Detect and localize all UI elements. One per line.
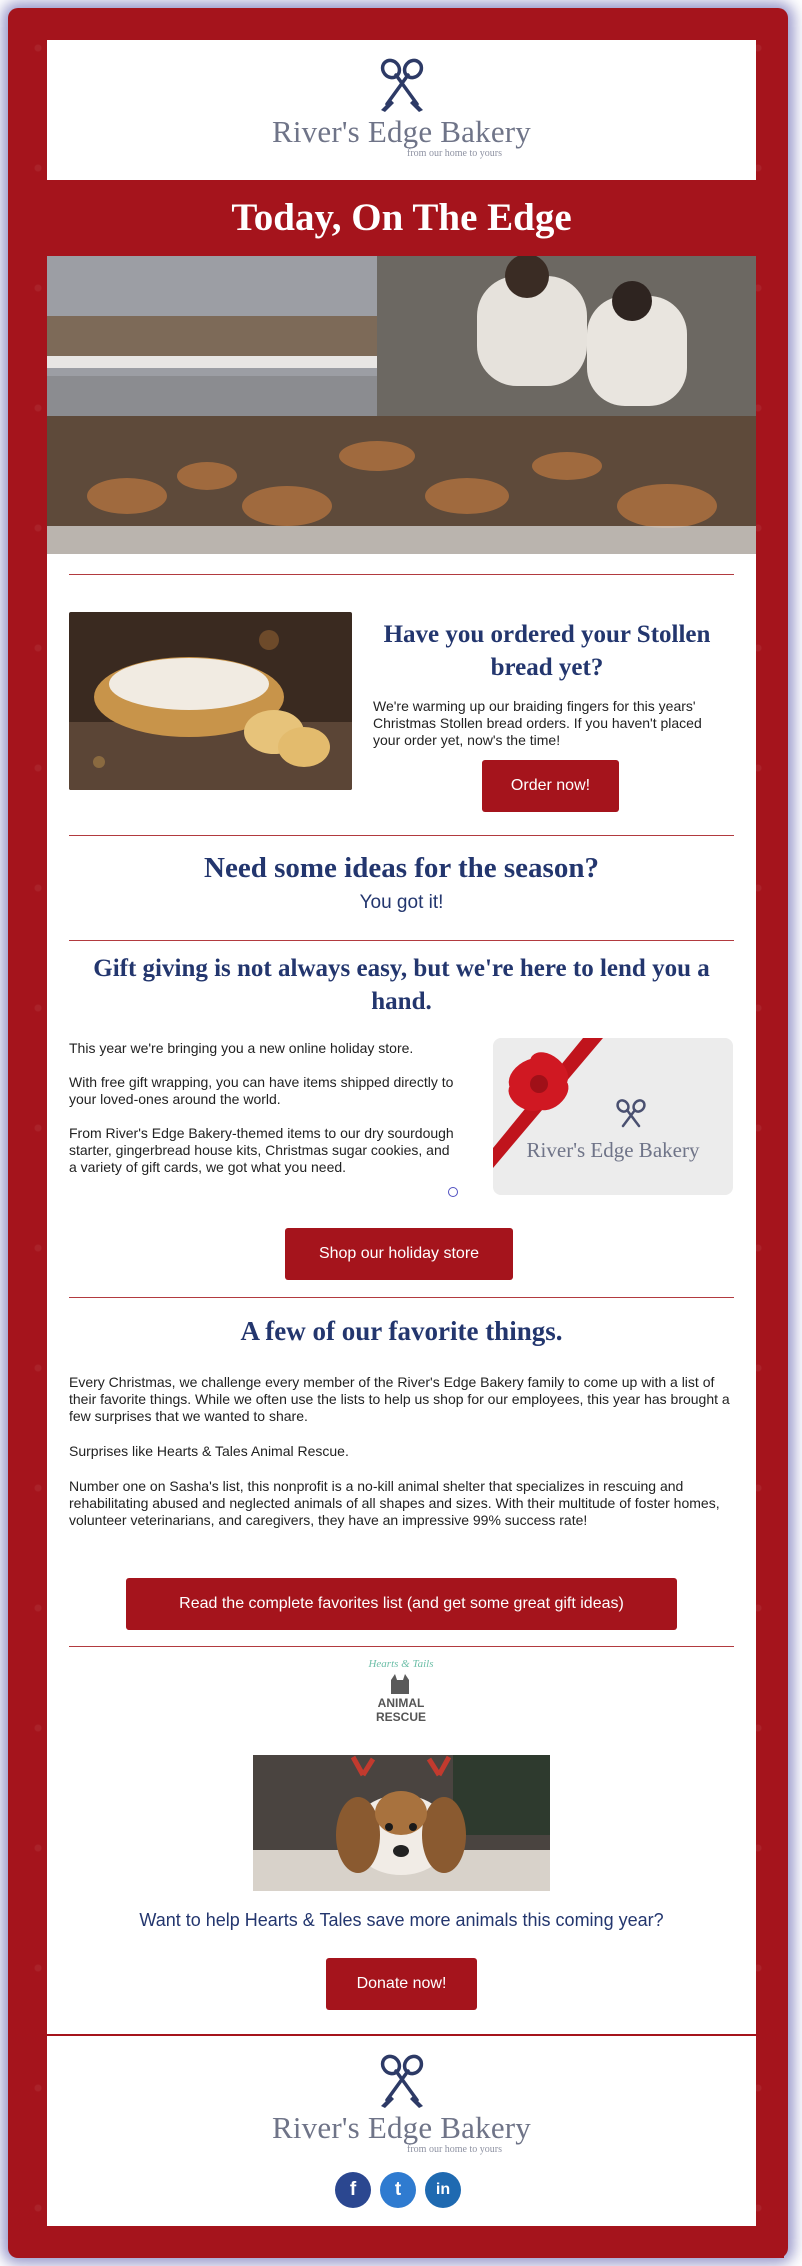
bakery-logo-icon <box>377 58 427 112</box>
brand-tagline: from our home to yours <box>407 2144 502 2155</box>
cat-dog-icon <box>387 1672 415 1694</box>
gifts-paragraph-3: From River's Edge Bakery-themed items to our dry sourdough starter, gingerbread house kits, Christmas sugar cookies, and a variety of gift cards, we got what you need. <box>69 1125 454 1175</box>
rescue-logo-line-1: ANIMAL <box>377 1696 425 1710</box>
section-divider <box>69 1646 734 1647</box>
animal-rescue-logo[interactable] <box>351 1658 451 1746</box>
section-divider <box>69 940 734 941</box>
footer-logo[interactable] <box>47 2040 756 2180</box>
favorites-paragraph-3: Number one on Sasha's list, this nonprofit is a no-kill animal shelter that specializes in rescuing and rehabilitating abused and neglected animals of all shapes and sizes. With their multitude of foster homes, volunteer veterinarians, and caregivers, they have an impressive 99% success rate! <box>69 1478 720 1528</box>
stollen-bread-image <box>69 612 352 790</box>
section-divider <box>69 1297 734 1298</box>
brand-tagline: from our home to yours <box>407 148 502 159</box>
order-now-button[interactable]: Order now! <box>482 760 619 812</box>
favorites-list-button[interactable]: Read the complete favorites list (and get some great gift ideas) <box>126 1578 677 1630</box>
favorites-paragraph-2: Surprises like Hearts & Tales Animal Rescue. <box>69 1443 349 1459</box>
facebook-icon[interactable]: f <box>335 2172 371 2208</box>
gifts-paragraph-2: With free gift wrapping, you can have items shipped directly to your loved-ones around the world. <box>69 1074 454 1107</box>
gifts-paragraph-1: This year we're bringing you a new online holiday store. <box>69 1040 414 1056</box>
ideas-subheading: You got it! <box>359 892 444 913</box>
rescue-logo-line-2: RESCUE <box>375 1710 426 1724</box>
gift-card-image <box>493 1038 733 1195</box>
rescue-logo-script: Hearts & Tails <box>368 1658 434 1670</box>
donate-now-button[interactable]: Donate now! <box>326 1958 477 2010</box>
brand-name: River's Edge Bakery <box>271 2110 532 2145</box>
twitter-icon[interactable]: t <box>380 2172 416 2208</box>
footer-divider <box>45 2034 758 2036</box>
section-divider <box>69 574 734 575</box>
ideas-heading: Need some ideas for the season? <box>204 852 599 884</box>
shop-holiday-store-button[interactable]: Shop our holiday store <box>285 1228 513 1280</box>
gifts-heading: Gift giving is not always easy, but we're here to lend you a hand. <box>93 955 710 1015</box>
linkedin-icon[interactable]: in <box>425 2172 461 2208</box>
email-body <box>47 40 756 2226</box>
add-icon[interactable] <box>448 1187 458 1197</box>
bakery-logo-icon <box>377 2054 427 2108</box>
stollen-text: We're warming up our braiding fingers for this years' Christmas Stollen bread orders. If you haven't placed your order yet, now's the time! <box>373 698 702 748</box>
section-divider <box>69 835 734 836</box>
favorites-heading: A few of our favorite things. <box>240 1316 563 1346</box>
brand-name: River's Edge Bakery <box>271 114 532 149</box>
header-logo[interactable] <box>47 40 756 180</box>
banner-title: Today, On The Edge <box>45 180 758 256</box>
favorites-paragraph-1: Every Christmas, we challenge every member of the River's Edge Bakery family to come up with a list of their favorite things. While we often use the lists to help us shop for our employees, this year has brought a few surprises that we wanted to share. <box>69 1374 730 1424</box>
rescue-question: Want to help Hearts & Tales save more animals this coming year? <box>139 1910 664 1930</box>
hero-bakery-image <box>47 256 756 554</box>
beagle-reindeer-image <box>253 1755 550 1891</box>
gift-card-brand: River's Edge Bakery <box>526 1138 700 1162</box>
stollen-heading: Have you ordered your Stollen bread yet? <box>383 621 711 681</box>
